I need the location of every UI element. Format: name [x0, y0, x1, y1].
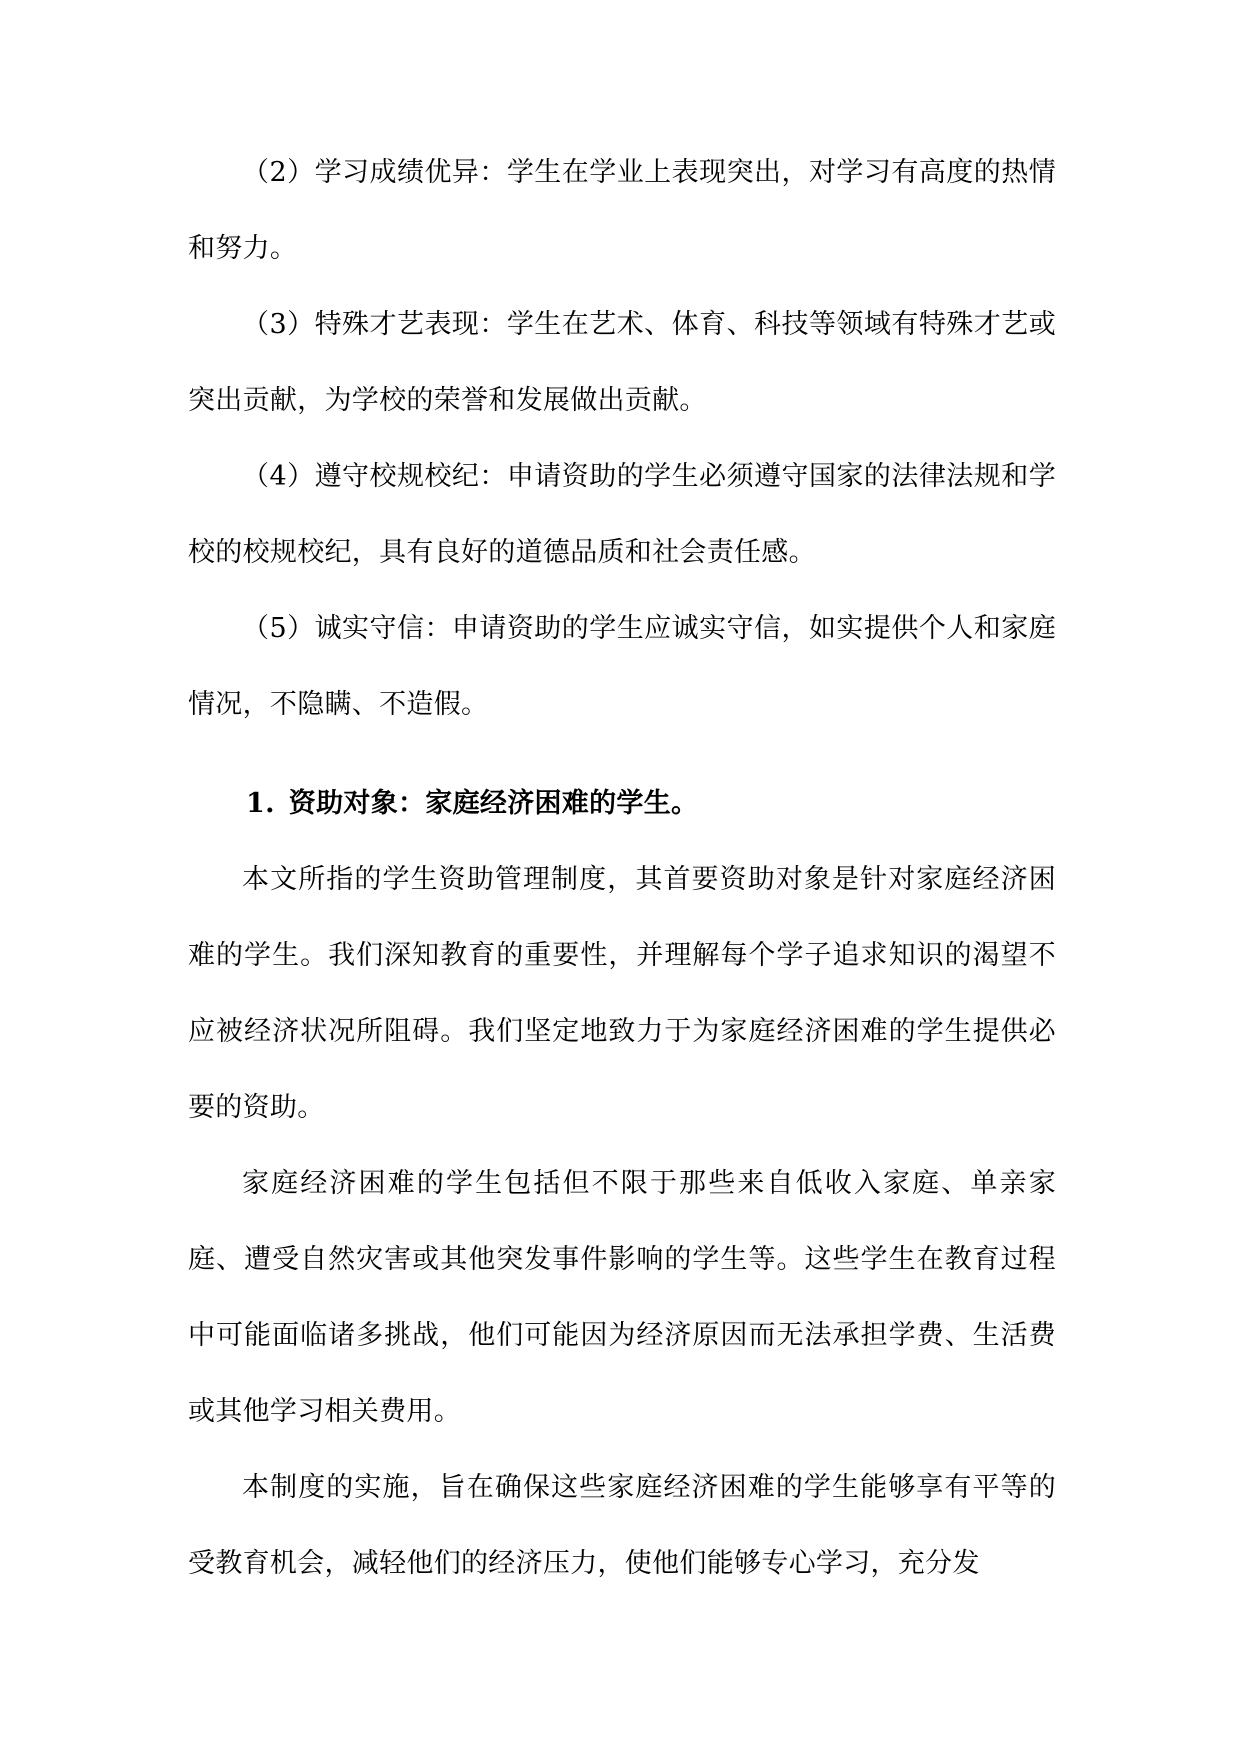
- criterion-academic-excellence: （2）学习成绩优异：学生在学业上表现突出，对学习有高度的热情和努力。: [188, 157, 1056, 264]
- body-paragraph: 本制度的实施，旨在确保这些家庭经济困难的学生能够享有平等的受教育机会，减轻他们的经济压力，使他们能够专心学习，充分发: [188, 1472, 1056, 1579]
- section-number: 1.: [246, 788, 275, 819]
- criterion-honesty: （5）诚实守信：申请资助的学生应诚实守信，如实提供个人和家庭情况，不隐瞒、不造假。: [188, 613, 1056, 720]
- section-heading: [246, 766, 1056, 842]
- criterion-special-talent: （3）特殊才艺表现：学生在艺术、体育、科技等领域有特殊才艺或突出贡献，为学校的荣誉和发展做出贡献。: [188, 309, 1056, 416]
- body-paragraph: 本文所指的学生资助管理制度，其首要资助对象是针对家庭经济困难的学生。我们深知教育的重要性，并理解每个学子追求知识的渴望不应被经济状况所阻碍。我们坚定地致力于为家庭经济困难的学生提供必要的资助。: [188, 864, 1056, 1123]
- body-paragraph: 家庭经济困难的学生包括但不限于那些来自低收入家庭、单亲家庭、遭受自然灾害或其他突发事件影响的学生等。这些学生在教育过程中可能面临诸多挑战，他们可能因为经济原因而无法承担学费、生活费或其他学习相关费用。: [188, 1168, 1056, 1427]
- section-title: 资助对象：家庭经济困难的学生。: [288, 788, 699, 819]
- criterion-school-rules: （4）遵守校规校纪：申请资助的学生必须遵守国家的法律法规和学校的校规校纪，具有良好的道德品质和社会责任感。: [188, 461, 1056, 568]
